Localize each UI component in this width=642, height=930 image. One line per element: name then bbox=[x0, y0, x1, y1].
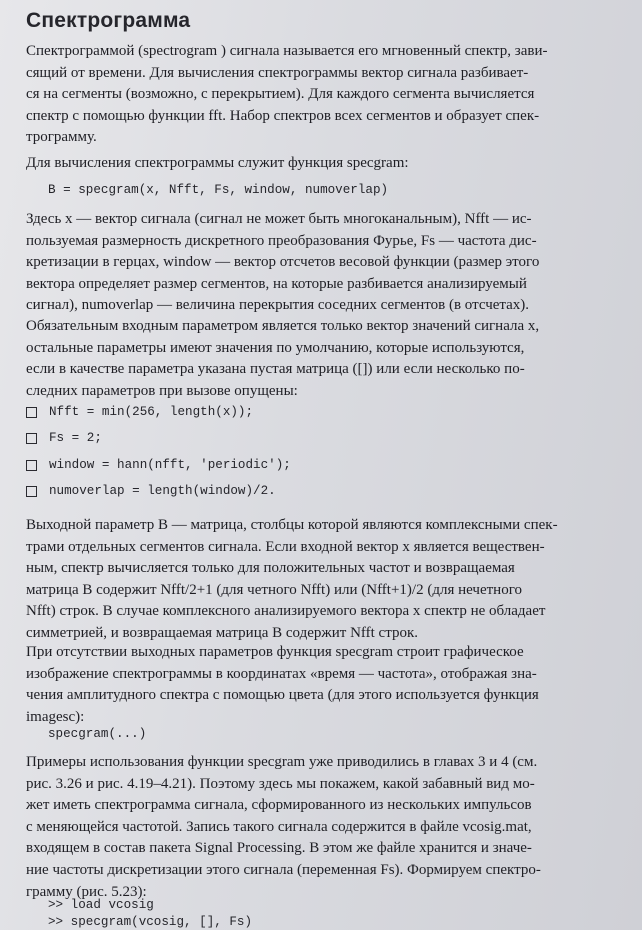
text-line: чения амплитудного спектра с помощью цвета (для этого используется функция bbox=[26, 687, 539, 704]
text-line: сящий от времени. Для вычисления спектрограммы вектор сигнала разбивает- bbox=[26, 64, 529, 81]
text-line: Nfft) строк. В случае комплексного анализируемого вектора x спектр не обладает bbox=[26, 603, 546, 620]
code-syntax: B = specgram(x, Nfft, Fs, window, numoverlap) bbox=[48, 183, 389, 197]
bullet-item bbox=[26, 402, 253, 422]
text-line: Примеры использования функции specgram уже приводились в главах 3 и 4 (см. bbox=[26, 754, 538, 770]
bullet-item bbox=[26, 481, 276, 501]
paragraph-parameters bbox=[26, 209, 624, 317]
text-line: Здесь x — вектор сигнала (сигнал не может быть многоканальным), Nfft — ис- bbox=[26, 211, 532, 227]
checkbox-bullet-icon bbox=[26, 486, 37, 497]
text-line: трами отдельных сегментов сигнала. Если входной вектор x является веществен- bbox=[26, 538, 545, 555]
bullet-code: Nfft = min(256, length(x)); bbox=[49, 405, 254, 419]
text-line: остальные параметры имеют значения по умолчанию, которые используются, bbox=[26, 339, 525, 356]
text-line: сигнал), numoverlap — величина перекрытия соседних сегментов (в отсчетах). bbox=[26, 297, 530, 314]
paragraph-plotting bbox=[26, 642, 624, 728]
bullet-item bbox=[26, 428, 102, 448]
paragraph-defaults bbox=[26, 316, 624, 402]
code-command: >> specgram(vcosig, [], Fs) bbox=[48, 915, 253, 929]
text-line: ным, спектр вычисляется только для положительных частот и возвращаемая bbox=[26, 560, 515, 577]
paragraph-intro bbox=[26, 153, 624, 175]
checkbox-bullet-icon bbox=[26, 407, 37, 418]
text-line: рис. 3.26 и рис. 4.19–4.21). Поэтому здесь мы покажем, какой забавный вид мо- bbox=[26, 775, 535, 792]
text-line: вектора определяет размер сегментов, на которые разбивается анализируемый bbox=[26, 275, 527, 292]
paragraph-definition bbox=[26, 41, 624, 149]
bullet-item bbox=[26, 455, 291, 475]
checkbox-bullet-icon bbox=[26, 460, 37, 471]
text-line: ся на сегменты (возможно, с перекрытием). Для каждого сегмента вычисляется bbox=[26, 86, 535, 103]
text-line: входящем в состав пакета Signal Processing. В этом же файле хранится и значе- bbox=[26, 840, 532, 857]
text-line: При отсутствии выходных параметров функция specgram строит графическое bbox=[26, 644, 524, 660]
code-call: specgram(...) bbox=[48, 727, 147, 741]
section-heading: Спектрограмма bbox=[26, 9, 191, 32]
text-line: кретизации в герцах, window — вектор отсчетов весовой функции (размер этого bbox=[26, 254, 540, 271]
checkbox-bullet-icon bbox=[26, 433, 37, 444]
text-line: изображение спектрограммы в координатах «время — частота», отображая зна- bbox=[26, 665, 537, 682]
text-line: пользуемая размерность дискретного преобразования Фурье, Fs — частота дис- bbox=[26, 232, 537, 249]
bullet-code: numoverlap = length(window)/2. bbox=[49, 484, 276, 498]
text-line: матрица B содержит Nfft/2+1 (для четного Nfft) или (Nfft+1)/2 (для нечетного bbox=[26, 581, 522, 598]
text-line: спектр с помощью функции fft. Набор спектров всех сегментов и образует спек- bbox=[26, 107, 540, 124]
text-line: симметрией, и возвращаемая матрица B содержит Nfft строк. bbox=[26, 624, 418, 641]
text-line: Выходной параметр B — матрица, столбцы которой являются комплексными спек- bbox=[26, 517, 558, 533]
text-line: с меняющейся частотой. Запись такого сигнала содержится в файле vcosig.mat, bbox=[26, 818, 532, 835]
text-line: трограмму. bbox=[26, 129, 97, 146]
text-line: Спектрограммой (spectrogram ) сигнала называется его мгновенный спектр, зави- bbox=[26, 43, 548, 59]
text-line: Для вычисления спектрограммы служит функция specgram: bbox=[26, 155, 409, 171]
text-line: Обязательным входным параметром является только вектор значений сигнала x, bbox=[26, 318, 540, 334]
bullet-code: window = hann(nfft, 'periodic'); bbox=[49, 458, 291, 472]
text-line: жет иметь спектрограмма сигнала, сформированного из нескольких импульсов bbox=[26, 797, 532, 814]
code-command: >> load vcosig bbox=[48, 898, 154, 912]
text-line: если в качестве параметра указана пустая матрица ([]) или если несколько по- bbox=[26, 361, 525, 378]
paragraph-output bbox=[26, 515, 624, 645]
text-line: следних параметров при вызове опущены: bbox=[26, 382, 298, 399]
text-line: ние частоты дискретизации этого сигнала (переменная Fs). Формируем спектро- bbox=[26, 861, 541, 878]
text-line: грамму (рис. 5.23): bbox=[26, 883, 147, 900]
text-line: imagesc): bbox=[26, 708, 85, 725]
paragraph-examples bbox=[26, 752, 624, 903]
bullet-code: Fs = 2; bbox=[49, 431, 102, 445]
